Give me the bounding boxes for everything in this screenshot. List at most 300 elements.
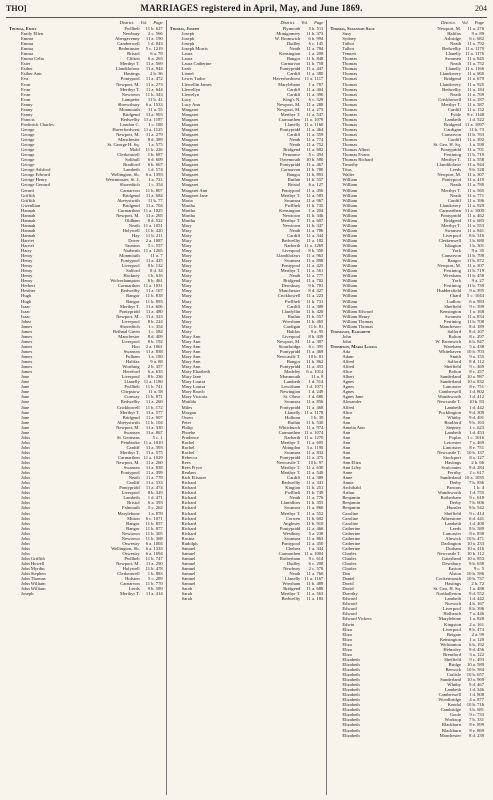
entry-name: Eva: [21, 76, 29, 82]
entry-name: George: [21, 162, 35, 168]
entry-ref: 11 a. 260: [145, 399, 163, 405]
entry-ref: 8 b. 439: [308, 333, 324, 339]
entry-district: Cardiff: [287, 232, 301, 238]
entry-ref: 6 a. 127: [308, 182, 324, 188]
entry-name: Caroline: [342, 510, 359, 516]
entry-ref: 1 d. 1071: [306, 384, 324, 390]
entry-district: Hastings: [123, 71, 140, 77]
entry-district: Neath: [450, 41, 462, 47]
entry-ref: 11 b. 910: [306, 520, 324, 526]
entry-name: Joseph: [21, 591, 34, 597]
entry-district: Camberwell: [438, 389, 462, 395]
entry-name: Emma: [21, 46, 33, 52]
entry-district: Swansea: [284, 258, 301, 264]
entry-district: Bristol: [127, 500, 140, 506]
entry-district: Dewsbury: [281, 283, 301, 289]
entry-district: Cardiff: [287, 71, 301, 77]
entry-ref: 10 b. 81: [308, 354, 324, 360]
entry-ref: 11 a. 1269: [304, 243, 324, 249]
entry-ref: 9 d. 309: [469, 409, 485, 415]
entry-district: Salford: [126, 268, 140, 274]
entry-district: Durham: [445, 545, 462, 551]
entry-ref: 11 a. 967: [306, 197, 324, 203]
entry-ref: 11 b. 346: [306, 212, 324, 218]
register-entry: [9, 591, 163, 596]
entry-name: Isaac: [21, 303, 31, 309]
entry-name: Jane: [21, 424, 30, 430]
entry-name: John: [21, 510, 30, 516]
entry-ref: 11 a. 838: [145, 349, 163, 354]
entry-name: Mary: [181, 258, 192, 264]
entry-district: Newtown: [121, 530, 140, 536]
entry-ref: 11 a. 769: [467, 91, 485, 97]
entry-ref: 11 b. 719: [466, 152, 485, 158]
entry-ref: 11 a. 1167: [304, 576, 324, 582]
entry-district: Swansea: [284, 399, 301, 405]
entry-ref: 11 b. 368: [145, 535, 163, 541]
entry-ref: 11 b. 557: [306, 313, 324, 319]
entry-ref: 11 b. 305: [145, 530, 163, 536]
entry-name: Agnes: [342, 379, 355, 385]
entry-district: Stourbridge: [278, 343, 301, 349]
entry-ref: 11 a. 630: [306, 465, 324, 471]
entry-name: John: [21, 460, 30, 466]
entry-name: John Griffith: [21, 555, 45, 561]
entry-district: Shoreditch: [119, 182, 140, 188]
entry-name: Thomas: [342, 137, 358, 143]
entry-district: Liverpool: [442, 626, 462, 632]
entry-ref: 10 b. 580: [306, 157, 324, 163]
entry-name: Thomas, Joseph: [169, 26, 199, 31]
running-head: THO]: [6, 4, 27, 13]
entry-ref: 6 a. 1094: [145, 550, 163, 556]
entry-district: Aberystwith: [116, 197, 140, 203]
entry-district: Manchester: [118, 333, 140, 339]
entry-ref: 6 d. 441: [469, 515, 485, 521]
entry-ref: 11 a. 396: [467, 197, 485, 203]
entry-district: Pontypridd: [279, 525, 301, 531]
entry-name: John: [21, 490, 30, 496]
entry-name: William: [342, 217, 358, 223]
entry-ref: 11 a. 425: [306, 263, 324, 269]
entry-district: Hunslet: [446, 505, 462, 511]
entry-ref: 11 a. 58: [148, 389, 163, 395]
entry-district: Swansea: [123, 429, 140, 435]
entry-ref: 11 a. 575: [145, 449, 163, 455]
entry-district: Smith: [450, 354, 462, 360]
entry-name: Mary Louisa: [181, 384, 206, 390]
entry-name: Elizabeth: [342, 672, 360, 677]
entry-district: Bedminster: [118, 46, 140, 52]
entry-district: Pontypridd: [119, 308, 140, 314]
entry-ref: 11 a. 780: [467, 182, 485, 188]
entry-ref: 11 a. 393: [145, 444, 163, 450]
entry-name: John: [21, 480, 30, 486]
entry-ref: 6 a. 393: [148, 500, 163, 506]
entry-name: Henry: [21, 258, 33, 264]
entry-ref: 11 b. 798: [466, 253, 485, 259]
entry-district: Neath: [128, 475, 140, 481]
entry-district: Festiniog: [443, 152, 462, 158]
entry-district: Taunton: [124, 243, 140, 249]
entry-ref: 1 a. 787: [308, 81, 324, 87]
entry-name: John: [21, 515, 30, 521]
entry-name: Agnes: [342, 389, 355, 395]
entry-name: Amelia Ann: [342, 424, 365, 430]
entry-ref: 11 a. 190: [145, 36, 163, 42]
entry-name: Griffith: [21, 197, 35, 203]
entry-ref: 10 b. 97: [308, 460, 324, 466]
entry-name: Mary: [181, 268, 192, 274]
entry-name: Albert: [342, 374, 355, 380]
entry-ref: 7 a. 469: [469, 439, 485, 445]
entry-district: Carmarthen: [439, 207, 462, 213]
entry-district: Northallerton: [436, 591, 462, 597]
entry-district: Oswestry: [122, 540, 140, 546]
entry-district: Pontypridd: [279, 126, 301, 132]
entry-name: Hannah: [21, 212, 36, 218]
entry-district: Fylde: [450, 111, 462, 117]
entry-ref: 1 d. 808: [469, 692, 485, 698]
entry-name: Elizabeth: [342, 702, 360, 708]
entry-district: Asbridge: [444, 36, 462, 42]
entry-ref: 9 d. 491: [469, 414, 485, 420]
entry-name: Margaret: [181, 116, 199, 122]
entry-ref: 11 a. 778: [145, 475, 163, 481]
entry-ref: 10 a. 969: [467, 677, 485, 683]
register-column: [327, 20, 487, 795]
entry-name: Lucy Ann: [181, 101, 200, 107]
entry-district: Newbury: [122, 31, 140, 37]
entry-name: James: [21, 359, 33, 365]
entry-district: Pontypridd: [279, 454, 301, 460]
entry-name: Elizabeth: [342, 732, 360, 738]
entry-ref: 6 b. 461: [147, 278, 163, 284]
entry-name: John: [21, 525, 30, 531]
entry-district: Newport, M.: [437, 26, 462, 31]
entry-district: Merthyr T.: [280, 465, 301, 471]
entry-ref: 10 a. 853: [467, 555, 485, 561]
entry-district: Newcastle T.: [276, 354, 301, 360]
entry-name: Ann: [342, 439, 351, 445]
entry-district: Cockermouth: [436, 576, 462, 582]
entry-ref: 11 a. 563: [306, 591, 324, 597]
entry-district: Derby: [449, 480, 462, 486]
entry-district: Newport, M.: [116, 424, 140, 430]
entry-ref: 11 a. 644: [145, 86, 163, 92]
entry-district: Neath: [289, 495, 301, 501]
entry-district: Narberth: [123, 248, 140, 254]
entry-ref: 8 d. 239: [469, 732, 485, 738]
entry-ref: 1 c. 354: [148, 323, 163, 329]
entry-ref: 9 c. 399: [469, 303, 485, 309]
entry-district: Haverfordwest: [273, 76, 301, 82]
entry-ref: 11 b. 731: [306, 298, 324, 304]
entry-ref: 6 a. 1004: [145, 540, 163, 546]
entry-ref: 10 a. 589: [467, 661, 485, 667]
entry-district: Bristol: [287, 182, 301, 188]
entry-name: Ann: [342, 444, 351, 450]
entry-ref: 11 a. 260: [145, 460, 163, 466]
entry-ref: 6 c. 329: [308, 96, 324, 102]
entry-district: Llandovery: [439, 71, 462, 77]
entry-name: Richard: [181, 525, 197, 531]
entry-name: William: [342, 177, 358, 183]
entry-ref: 11 a. 549: [306, 470, 324, 476]
entry-ref: 11 b. 862: [306, 359, 324, 365]
entry-name: William: [342, 283, 358, 289]
entry-name: William: [342, 268, 358, 274]
entry-district: Crickhowell: [277, 293, 301, 299]
entry-district: Abergavenny: [115, 36, 140, 42]
entry-district: Liverpool: [121, 490, 140, 496]
entry-district: W. Bromwich: [274, 36, 301, 42]
entry-name: Margaret: [181, 167, 199, 173]
entry-district: Llanelly: [285, 121, 301, 127]
entry-ref: 10 a. 832: [467, 379, 485, 385]
entry-district: Leicester: [444, 439, 462, 445]
entry-district: Bangor: [126, 520, 140, 526]
entry-ref: 2 c. 578: [308, 566, 324, 572]
entry-ref: 11 a. 1125: [143, 126, 163, 132]
entry-district: Cardiff: [287, 303, 301, 309]
entry-name: Joseph: [181, 31, 195, 37]
entry-name: William: [342, 303, 358, 309]
entry-district: Pontypridd: [440, 147, 462, 153]
entry-district: Halifax: [125, 359, 140, 365]
entry-district: Whitby: [447, 414, 462, 420]
entry-ref: 11 a. 605: [306, 439, 324, 445]
entry-ref: 11 a. 704: [145, 202, 163, 208]
entry-district: Newport, M.: [116, 131, 140, 137]
entry-district: Berwick: [445, 666, 462, 672]
entry-ref: 11 a. 330: [145, 424, 163, 430]
entry-ref: 11 a. 777: [306, 273, 324, 279]
entry-ref: 8 d. 409: [147, 333, 163, 339]
entry-ref: 6 a. 78: [150, 51, 163, 57]
entry-district: Holywell: [122, 566, 140, 572]
entry-district: Oldham: [124, 217, 140, 223]
entry-ref: 11 a. 1265: [143, 248, 163, 254]
entry-ref: 11 b. 343: [145, 91, 163, 97]
entry-name: Elizabeth: [342, 656, 360, 662]
entry-ref: 1 a. 575: [148, 142, 163, 148]
entry-name: Morgan: [181, 409, 197, 415]
entry-name: James: [21, 333, 33, 339]
entry-district: Sheffield: [444, 510, 462, 516]
entry-name: Francis: [21, 116, 35, 122]
entry-ref: 11 a. 392: [467, 137, 485, 143]
entry-name: Hannah: [21, 227, 36, 233]
entry-district: Merthyr T.: [280, 192, 301, 198]
entry-ref: 4 a. 877: [469, 697, 485, 703]
entry-name: Henry: [21, 268, 33, 274]
entry-district: Pancras: [446, 485, 462, 491]
entry-name: Charles: [342, 560, 357, 566]
entry-ref: 3 a. 122: [469, 651, 485, 657]
entry-name: Joseph: [181, 36, 195, 42]
entry-district: Liverpool: [121, 263, 140, 269]
entry-district: Pontypridd: [279, 162, 301, 168]
entry-name: Matilda: [181, 399, 196, 405]
entry-name: Evan: [21, 91, 31, 97]
entry-ref: 10 b. 83: [469, 399, 485, 405]
entry-ref: 8 b. 192: [147, 338, 163, 344]
entry-name: Laura: [181, 51, 193, 57]
entry-name: William Thomas: [342, 318, 374, 324]
entry-ref: 1 b. 883: [147, 571, 163, 577]
entry-district: Festiniog: [443, 283, 462, 289]
entry-name: Lucy: [181, 96, 192, 102]
entry-ref: 2 b. 66: [471, 460, 485, 466]
entry-ref: 11 a. 1179: [465, 46, 485, 52]
entry-district: Bridgend: [283, 586, 301, 592]
entry-district: Rotherham: [279, 555, 301, 561]
entry-name: William: [342, 227, 358, 233]
entry-name: James: [21, 323, 33, 329]
entry-ref: 11 b. 735: [306, 202, 324, 208]
entry-ref: 11 b. 251: [306, 485, 324, 491]
entry-name: Mary: [181, 222, 192, 228]
entry-ref: 11 a. 1051: [143, 222, 163, 228]
entry-ref: 11 a. 1074: [304, 429, 324, 435]
entry-ref: 11 a. 466: [306, 525, 324, 531]
entry-name: William: [342, 187, 358, 193]
entry-name: Emma: [21, 41, 33, 47]
entry-name: William: [342, 182, 358, 188]
entry-district: Blackburn: [441, 727, 462, 733]
entry-name: Emily Ellen: [21, 31, 44, 37]
entry-district: Cardiff: [447, 137, 462, 143]
entry-district: Anglesey: [282, 520, 301, 526]
page-heading: Page: [474, 20, 485, 25]
entry-ref: 1 d. 442: [469, 596, 485, 602]
entry-name: Rebecca: [181, 454, 198, 460]
entry-name: Laura: [181, 56, 193, 62]
entry-district: Pontypool: [120, 76, 140, 82]
entry-name: Catherine: [342, 535, 361, 541]
entry-name: Samuel: [181, 571, 196, 577]
entry-district: Bangor: [286, 56, 301, 62]
entry-name: Margaret: [181, 106, 199, 112]
entry-name: Hannah: [21, 232, 36, 238]
entry-name: Emma: [21, 36, 33, 42]
entry-name: Gwenllian: [21, 202, 41, 208]
entry-name: William: [342, 248, 358, 254]
entry-name: William: [342, 237, 358, 243]
entry-name: Ann Liley: [342, 465, 362, 471]
entry-district: Swansea: [444, 227, 462, 233]
entry-name: Eliza: [342, 646, 352, 652]
entry-ref: 9 b. 589: [469, 525, 485, 531]
entry-ref: 11 a. 679: [467, 76, 485, 82]
entry-district: Neath: [289, 137, 301, 143]
entry-ref: 9 d. 456: [469, 646, 485, 652]
entry-name: Richard: [181, 530, 197, 536]
entry-name: Edward: [342, 611, 357, 617]
entry-district: Marylebone: [438, 616, 462, 622]
entry-ref: 11 b. 763: [466, 131, 485, 137]
entry-ref: 10 b. 584: [466, 666, 485, 672]
entry-name: Elizabeth: [342, 727, 360, 733]
page-number: 204: [475, 4, 487, 13]
entry-name: Ann: [342, 449, 351, 455]
entry-district: Merthyr T.: [280, 510, 301, 516]
entry-district: Newport, M.: [276, 338, 301, 344]
entry-district: Norwich: [444, 601, 462, 607]
entry-district: Pontypool: [442, 177, 462, 183]
entry-name: John: [21, 540, 30, 546]
entry-name: Margaret: [181, 162, 199, 168]
entry-district: Sheffield: [444, 364, 462, 370]
entry-ref: 5 c. 557: [148, 243, 163, 249]
entry-ref: 6 a. 1014: [306, 369, 324, 375]
entry-ref: 11 a. 475: [306, 454, 324, 460]
entry-name: Thomas: [342, 96, 358, 102]
entry-ref: 2 a. 161: [469, 621, 485, 627]
entry-district: Lewisham: [281, 384, 301, 390]
entry-ref: 9 c. 493: [469, 656, 485, 662]
entry-name: Jane: [21, 389, 30, 395]
entry-district: Abingdon: [281, 444, 301, 450]
entry-ref: 11 a. 776: [306, 495, 324, 501]
entry-name: Talbot: [342, 46, 355, 52]
entry-name: Catherine: [342, 545, 361, 551]
entry-district: Newtown: [121, 91, 140, 97]
entry-district: Derby: [449, 500, 462, 506]
entry-district: Bridgend: [122, 192, 140, 198]
entry-district: Sunderland: [440, 379, 462, 385]
entry-name: George Ashford: [21, 167, 51, 173]
entry-name: William: [342, 202, 358, 208]
entry-ref: 1 d. 802: [469, 389, 485, 395]
entry-district: Corwen: [285, 515, 301, 521]
entry-ref: 11 b. 807: [145, 187, 163, 193]
entry-district: St. Germans: [116, 434, 140, 440]
entry-name: Elizabeth: [342, 687, 360, 693]
entry-name: Eliza: [342, 636, 352, 642]
entry-district: Llanelly: [445, 66, 462, 72]
entry-ref: 5 c. 1219: [145, 46, 163, 52]
entry-district: Pwllheli: [124, 555, 140, 561]
entry-name: Thomas: [342, 61, 358, 67]
entry-ref: 11 a. 587: [467, 101, 485, 107]
entry-name: Margaret Jane: [181, 192, 208, 198]
entry-ref: 11 b. 627: [145, 26, 163, 31]
entry-district: Huddersfield: [437, 288, 462, 294]
entry-ref: 11 a. 7: [150, 253, 163, 259]
entry-ref: 8 b. 132: [147, 263, 163, 269]
register-entry: [330, 733, 484, 738]
entry-ref: 11 a. 464: [306, 126, 324, 132]
entry-name: Thomas: [342, 66, 358, 72]
entry-name: Samuel: [181, 576, 196, 582]
entry-ref: 11 a. 469: [306, 349, 324, 354]
entry-district: Llanelly: [445, 51, 462, 57]
entry-ref: 9 b. 528: [469, 167, 485, 173]
entry-ref: 8 d. 427: [308, 288, 324, 294]
entry-name: Isaac: [21, 308, 31, 314]
entry-ref: 11 a. 688: [306, 586, 324, 592]
entry-name: William: [342, 243, 358, 249]
entry-district: London C.: [120, 121, 140, 127]
entry-ref: 11 a. 944: [145, 66, 163, 72]
entry-district: Wellington, Sh.: [111, 545, 140, 551]
page-title: MARRIAGES registered in April, May, and June 1869.: [140, 3, 363, 13]
entry-name: Thomas: [342, 56, 358, 62]
entry-name: Hesther: [21, 288, 36, 294]
entry-name: John: [21, 535, 30, 541]
